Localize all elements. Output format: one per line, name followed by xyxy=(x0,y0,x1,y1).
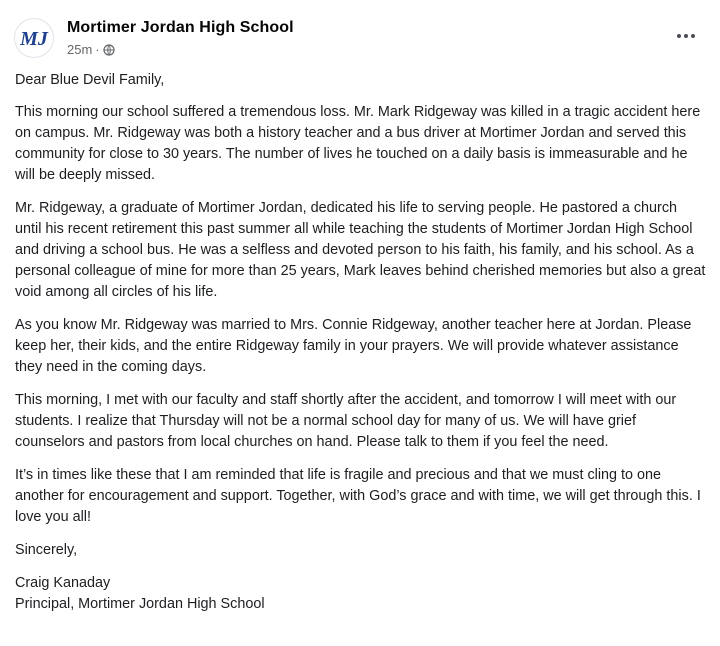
avatar[interactable] xyxy=(14,18,54,58)
signer-name: Craig Kanaday xyxy=(15,575,111,591)
more-horizontal-icon xyxy=(684,34,688,38)
post-paragraph: It’s in times like these that I am reminded that life is fragile and precious and that we must cling to one another for encouragement and support. Together, with God’s grace and with time, we will get through this. I love you all! xyxy=(15,467,701,525)
post-paragraph: This morning our school suffered a tremendous loss. Mr. Mark Ridgeway was killed in a tragic accident here on campus. Mr. Ridgeway was both a history teacher and a bus driver at Mortimer Jordan and served this community for close to 30 years. The number of lives he touched on a daily basis is immeasurable and he will be deeply missed. xyxy=(15,104,701,183)
page-name-link[interactable]: Mortimer Jordan High School xyxy=(67,19,294,36)
post-paragraph: Mr. Ridgeway, a graduate of Mortimer Jordan, dedicated his life to serving people. He pastored a church until his recent retirement this past summer all while teaching the students of Mortimer Jordan High School and driving a school bus. He was a selfless and devoted person to his faith, his family, and his school. As a personal colleague of mine for more than 25 years, Mark leaves behind cherished memories but also a great void among all circles of his life. xyxy=(15,200,706,300)
more-horizontal-icon xyxy=(677,34,681,38)
school-logo xyxy=(15,19,53,57)
post-paragraph: As you know Mr. Ridgeway was married to Mrs. Connie Ridgeway, another teacher here at Jordan. Please keep her, their kids, and the entire Ridgeway family in your prayers. We will provide whatever assistance they need in the coming days. xyxy=(15,317,692,375)
post-meta xyxy=(67,42,115,57)
post-greeting: Dear Blue Devil Family, xyxy=(15,72,165,88)
globe-icon[interactable] xyxy=(103,44,115,56)
post-signature xyxy=(15,540,707,615)
meta-separator: · xyxy=(95,42,100,57)
more-horizontal-icon xyxy=(691,34,695,38)
signature-closing: Sincerely, xyxy=(15,542,78,558)
post-paragraph: This morning, I met with our faculty and staff shortly after the accident, and tomorrow I will meet with our students. I realize that Thursday will not be a normal school day for many of us. We will have grief counselors and pastors from local churches on hand. Please talk to them if you feel the need. xyxy=(15,392,677,450)
post-timestamp[interactable]: 25m xyxy=(67,42,93,57)
svg-text:MJ: MJ xyxy=(20,28,48,50)
post-body xyxy=(15,70,707,615)
more-options-button[interactable] xyxy=(672,26,700,46)
signer-title: Principal, Mortimer Jordan High School xyxy=(15,596,265,612)
post-header xyxy=(14,14,706,60)
